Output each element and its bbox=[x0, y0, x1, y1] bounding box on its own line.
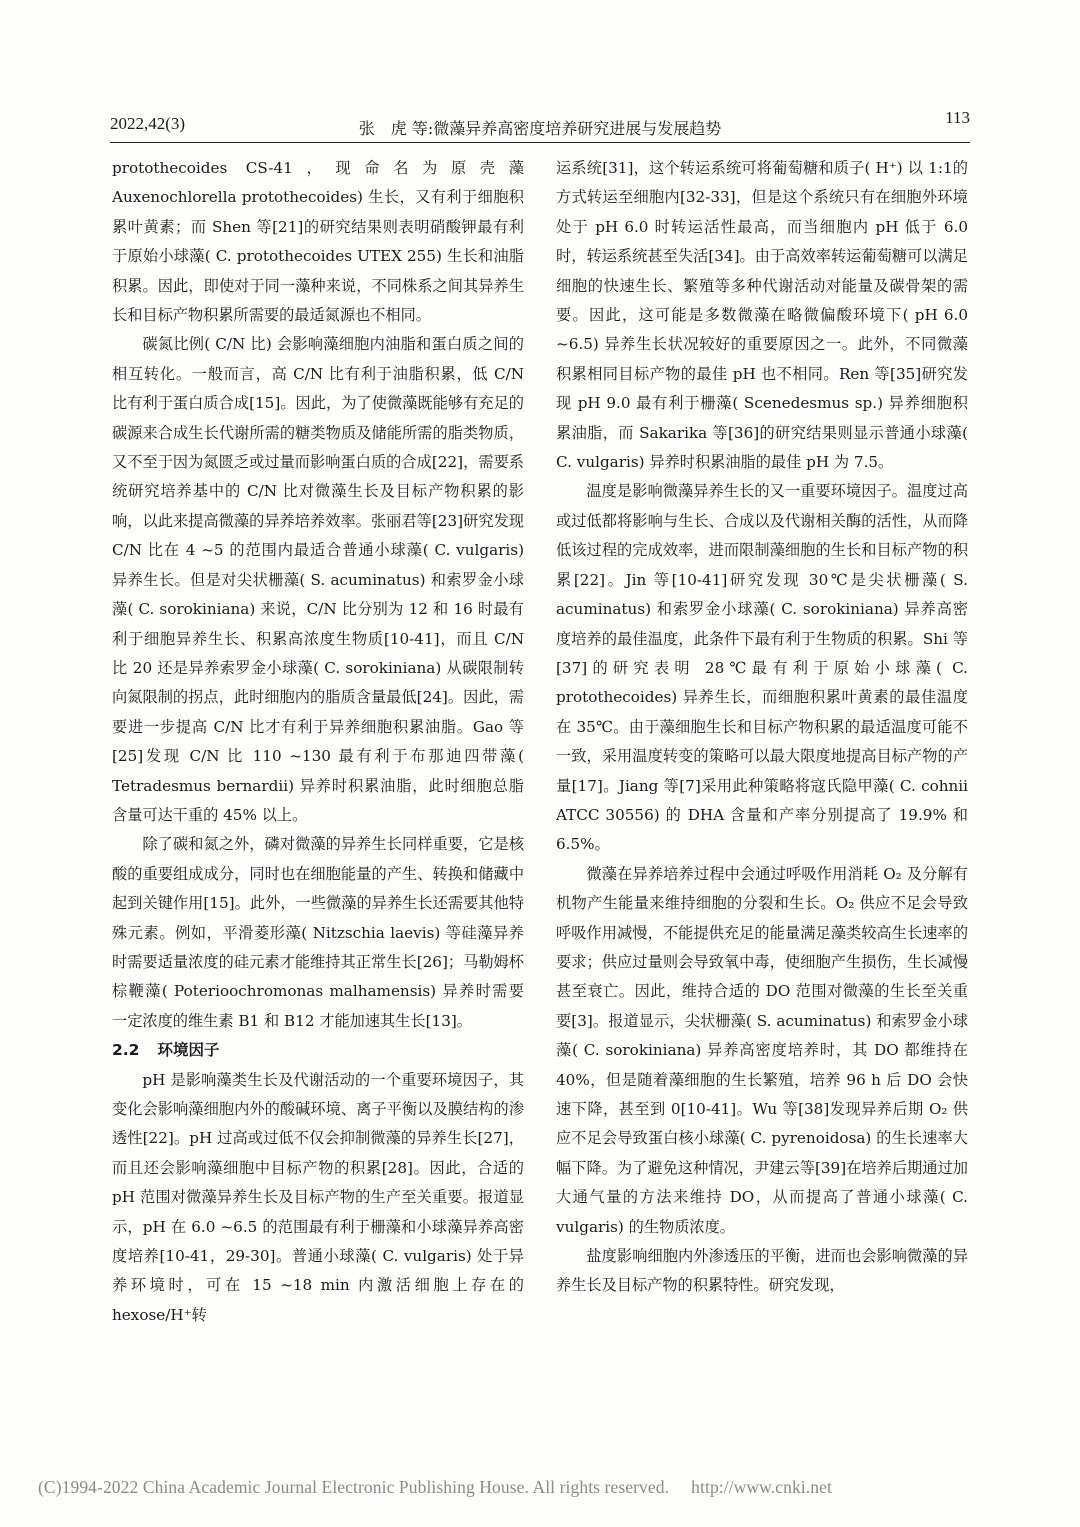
paragraph: 微藻在异养培养过程中会通过呼吸作用消耗 O₂ 及分解有机物产生能量来维持细胞的分裂和生长。O₂ 供应不足会导致呼吸作用减慢，不能提供充足的能量满足藻类较高生长速率的要求；供应过量则会导致氧中毒，使细胞产生损伤，生长减慢甚至衰亡。因此，维持合适的 DO 范围对微藻的生长至关重要[3]。报道显示，尖状栅藻( S. acuminatus) 和索罗金小球藻( C. sorokiniana) 异养高密度培养时，其 DO 都维持在 40%，但是随着藻细胞的生长繁殖，培养 96 h 后 DO 会快速下降，甚至到 0[10-41]。Wu 等[38]发现异养后期 O₂ 供应不足会导致蛋白核小球藻( C. pyrenoidosa) 的生长速率大幅下降。为了避免这种情况，尹建云等[39]在培养后期通过加大通气量的方法来维持 DO，从而提高了普通小球藻( C. vulgaris) 的生物质浓度。 bbox=[556, 864, 968, 1236]
copyright-footer: (C)1994-2022 China Academic Journal Electronic Publishing House. All rights reserved. http://www.cnki.net bbox=[38, 1477, 832, 1497]
paragraph: 碳氮比例( C/N 比) 会影响藻细胞内油脂和蛋白质之间的相互转化。一般而言，高 C/N 比有利于油脂积累，低 C/N 比有利于蛋白质合成[15]。因此，为了使微藻既能够有充足的碳源来合成生长代谢所需的糖类物质及储能所需的脂类物质，又不至于因为氮匮乏或过量而影响蛋白质的合成[22]，需要系统研究培养基中的 C/N 比对微藻生长及目标产物积累的影响，以此来提高微藻的异养培养效率。张丽君等[23]研究发现 C/N 比在 4 ~5 的范围内最适合普通小球藻( C. vulgaris) 异养生长。但是对尖状栅藻( S. acuminatus) 和索罗金小球藻( C. sorokiniana) 来说，C/N 比分别为 12 和 16 时最有利于细胞异养生长、积累高浓度生物质[10-41]，而且 C/N 比 20 还是异养索罗金小球藻( C. sorokiniana) 从碳限制转向氮限制的拐点，此时细胞内的脂质含量最低[24]。因此，需要进一步提高 C/N 比才有利于异养细胞积累油脂。Gao 等[25]发现 C/N 比 110 ~130 最有利于布那迪四带藻( Tetradesmus bernardii) 异养时积累油脂，此时细胞总脂含量可达干重的 45% 以上。 bbox=[112, 335, 524, 824]
paragraph: 运系统[31]，这个转运系统可将葡萄糖和质子( H⁺) 以 1:1的方式转运至细胞内[32-33]，但是这个系统只有在细胞外环境处于 pH 6.0 时转运活性最高，而当细胞内 pH 低于 6.0 时，转运系统甚至失活[34]。由于高效率转运葡萄糖可以满足细胞的快速生长、繁殖等多种代谢活动对能量及碳骨架的需要。因此，这可能是多数微藻在略微偏酸环境下( pH 6.0 ~6.5) 异养生长状况较好的重要原因之一。此外，不同微藻积累相同目标产物的最佳 pH 也不相同。Ren 等[35]研究发现 pH 9.0 最有利于栅藻( Scenedesmus sp.) 异养细胞积累油脂，而 Sakarika 等[36]的研究结果则显示普通小球藻( C. vulgaris) 异养时积累油脂的最佳 pH 为 7.5。 bbox=[556, 159, 968, 472]
right-text-column bbox=[556, 154, 968, 1394]
paragraph: 盐度影响细胞内外渗透压的平衡，进而也会影响微藻的异养生长及目标产物的积累特性。研究发现， bbox=[556, 1247, 968, 1295]
paragraph: pH 是影响藻类生长及代谢活动的一个重要环境因子，其变化会影响藻细胞内外的酸碱环境、离子平衡以及膜结构的渗透性[22]。pH 过高或过低不仅会抑制微藻的异养生长[27]，而且还会影响藻细胞中目标产物的积累[28]。因此，合适的 pH 范围对微藻异养生长及目标产物的生产至关重要。报道显示，pH 在 6.0 ~6.5 的范围最有利于栅藻和小球藻异养高密度培养[10-41，29-30]。普通小球藻( C. vulgaris) 处于异养环境时，可在 15 ~18 min 内激活细胞上存在的 hexose/H⁺转 bbox=[112, 1070, 524, 1324]
section-number: 2.2 bbox=[112, 1041, 140, 1060]
left-text-column bbox=[112, 154, 524, 1394]
journal-issue: 2022,42(3) bbox=[110, 114, 186, 133]
article-running-title: 张 虎 等:微藻异养高密度培养研究进展与发展趋势 bbox=[358, 119, 722, 138]
page-number: 113 bbox=[945, 108, 970, 127]
paragraph: 除了碳和氮之外，磷对微藻的异养生长同样重要，它是核酸的重要组成成分，同时也在细胞能量的产生、转换和储藏中起到关键作用[15]。此外，一些微藻的异养生长还需要其他特殊元素。例如，平滑菱形藻( Nitzschia laevis) 等硅藻异养时需要适量浓度的硅元素才能维持其正常生长[26]；马勒姆杯棕鞭藻( Poterioochromonas malhamensis) 异养时需要一定浓度的维生素 B1 和 B12 才能加速其生长[13]。 bbox=[112, 835, 524, 1030]
section-title: 环境因子 bbox=[157, 1041, 220, 1060]
running-header bbox=[110, 108, 970, 143]
section-heading bbox=[112, 1036, 524, 1065]
paragraph: protothecoides CS-41，现命名为原壳藻 Auxenochlorella protothecoides) 生长，又有利于细胞积累叶黄素；而 Shen 等[21]的研究结果则表明硝酸钾最有利于原始小球藻( C. protothecoides UTEX 255) 生长和油脂积累。因此，即使对于同一藻种来说，不同株系之间其异养生长和目标产物积累所需要的最适氮源也不相同。 bbox=[112, 159, 524, 325]
paragraph: 温度是影响微藻异养生长的又一重要环境因子。温度过高或过低都将影响与生长、合成以及代谢相关酶的活性，从而降低该过程的完成效率，进而限制藻细胞的生长和目标产物的积累[22]。Jin 等[10-41]研究发现 30℃是尖状栅藻( S. acuminatus) 和索罗金小球藻( C. sorokiniana) 异养高密度培养的最佳温度，此条件下最有利于生物质的积累。Shi 等[37]的研究表明 28℃最有利于原始小球藻( C. protothecoides) 异养生长，而细胞积累叶黄素的最佳温度在 35℃。由于藻细胞生长和目标产物积累的最适温度可能不一致，采用温度转变的策略可以最大限度地提高目标产物的产量[17]。Jiang 等[7]采用此种策略将寇氏隐甲藻( C. cohnii ATCC 30556) 的 DHA 含量和产率分别提高了 19.9% 和 6.5%。 bbox=[556, 482, 968, 854]
